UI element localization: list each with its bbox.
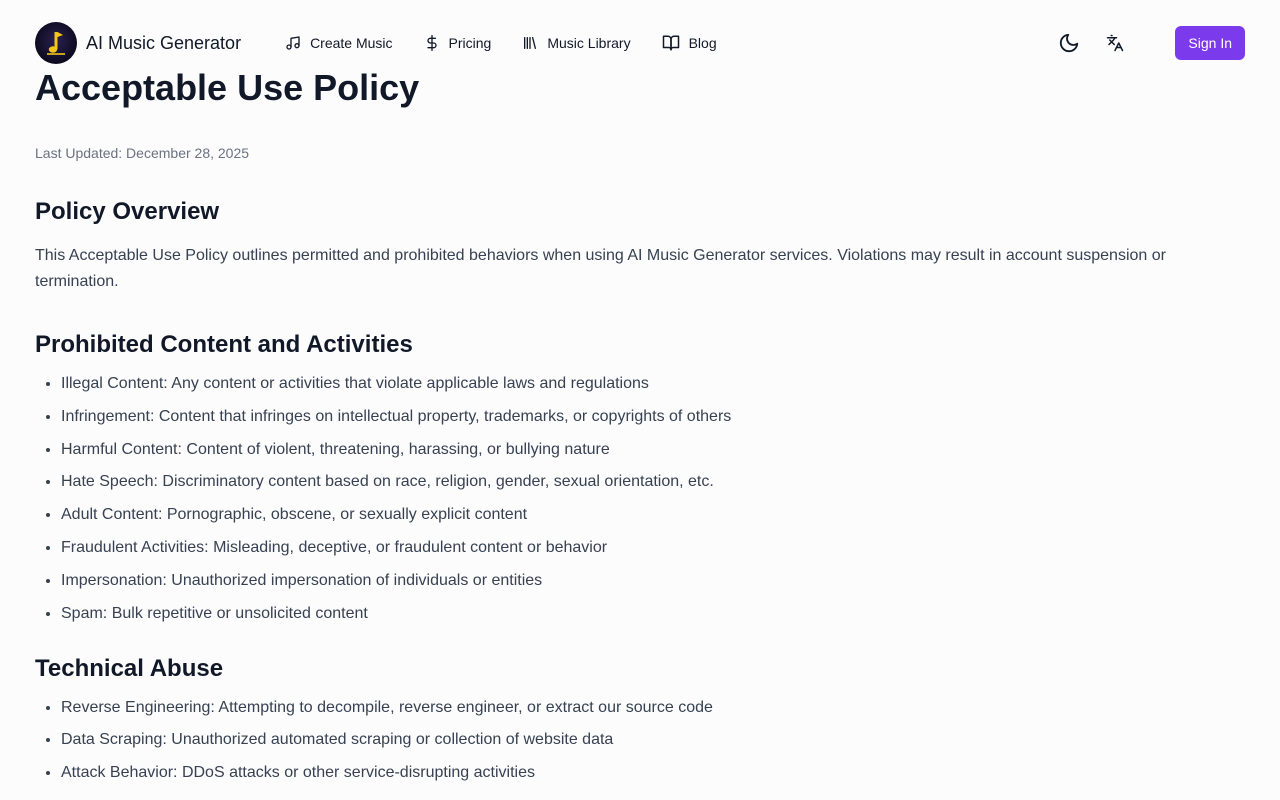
sign-in-button[interactable]: Sign In [1175,26,1245,60]
translate-icon [1106,34,1124,52]
list-item: • Reverse Engineering: Attempting to decompile, reverse engineer, or extract our source code [61,698,1195,718]
logo[interactable] [35,22,77,64]
nav-create-music[interactable] [285,35,392,51]
overview-paragraph: This Acceptable Use Policy outlines permitted and prohibited behaviors when using AI Music Generator services. Violations may result in account suspension or termination. [35,247,1166,290]
section-heading-overview: Policy Overview [35,198,220,225]
nav-pricing[interactable] [424,35,492,51]
language-button[interactable] [1099,27,1131,59]
last-updated: Last Updated: December 28, 2025 [35,145,250,161]
nav-label: Create Music [310,35,393,51]
list-item: • Infringement: Content that infringes on intellectual property, trademarks, or copyrights of others [61,407,1195,427]
theme-toggle-button[interactable] [1053,27,1085,59]
main-nav [285,34,717,52]
prohibited-list [35,374,1195,624]
book-icon [662,34,680,52]
header-actions [1053,26,1245,60]
nav-music-library[interactable] [522,35,630,51]
brand-name[interactable]: AI Music Generator [86,32,242,53]
page-title: Acceptable Use Policy [35,67,420,108]
policy-content [35,66,1195,796]
music-logo-icon [35,22,77,64]
list-item: • Fraudulent Activities: Misleading, deceptive, or fraudulent content or behavior [61,538,1195,558]
list-item: • Hate Speech: Discriminatory content based on race, religion, gender, sexual orientation, etc. [61,472,1195,492]
nav-label: Blog [688,35,717,51]
library-icon [522,35,538,51]
music-note-icon [285,35,301,51]
technical-abuse-list [35,698,1195,784]
list-item: • Impersonation: Unauthorized impersonation of individuals or entities [61,571,1195,591]
moon-icon [1058,32,1080,54]
list-item: • Illegal Content: Any content or activities that violate applicable laws and regulations [61,374,1195,394]
list-item: • Spam: Bulk repetitive or unsolicited content [61,604,1195,624]
nav-label: Music Library [547,35,631,51]
nav-blog[interactable] [662,34,717,52]
site-header [0,0,1280,86]
section-heading-technical-abuse: Technical Abuse [35,654,224,682]
list-item: • Attack Behavior: DDoS attacks or other service-disrupting activities [61,763,1195,783]
section-heading-prohibited: Prohibited Content and Activities [35,331,413,358]
list-item: • Adult Content: Pornographic, obscene, or sexually explicit content [61,505,1195,525]
brand[interactable] [35,22,241,64]
dollar-icon [424,35,440,51]
list-item: • Harmful Content: Content of violent, threatening, harassing, or bullying nature [61,440,1195,460]
nav-label: Pricing [448,35,492,51]
list-item: • Data Scraping: Unauthorized automated scraping or collection of website data [61,730,1195,750]
